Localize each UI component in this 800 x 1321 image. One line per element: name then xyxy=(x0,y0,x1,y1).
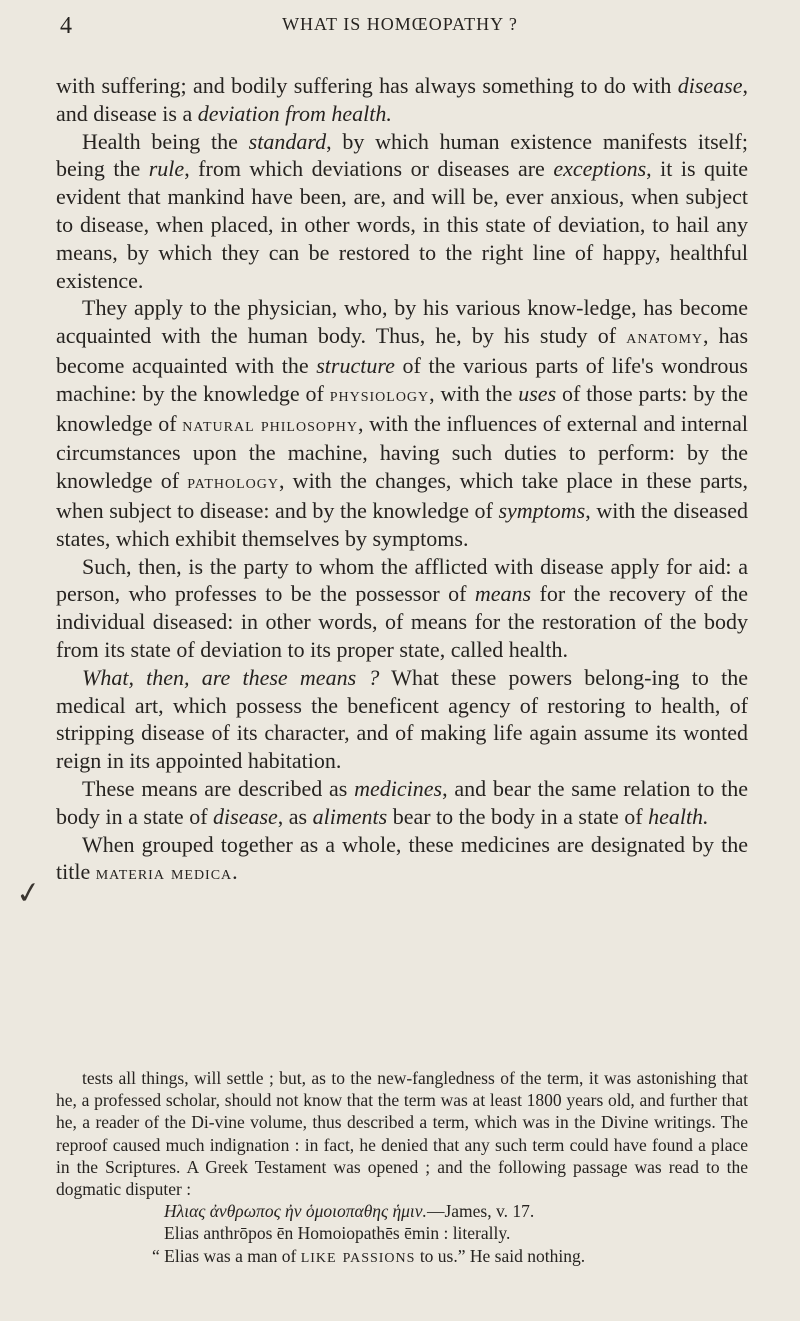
paragraph-7: When grouped together as a whole, these medicines are designated by the title materia medica. xyxy=(56,831,748,885)
main-text xyxy=(56,72,748,888)
paragraph-5: What, then, are these means ? What these powers belong-ing to the medical art, which possess the beneficent agency of restoring to health, of stripping disease of its character, and of making life again assume its wonted reign in its appointed habitation. xyxy=(56,664,748,774)
running-head: WHAT IS HOMŒOPATHY ? xyxy=(282,14,518,34)
footnote-quote: “ Elias was a man of like passions to us.” He said nothing. xyxy=(152,1244,586,1267)
paragraph-4: Such, then, is the party to whom the afflicted with disease apply for aid: a person, who professes to be the possessor of means for the recovery of the individual diseased: in other words, of means for the restoration of the body from its state of deviation to its proper state, called health. xyxy=(56,553,748,662)
paragraph-6: These means are described as medicines, and bear the same relation to the body in a state of disease, as aliments bear to the body in a state of health. xyxy=(56,775,748,829)
page-number: 4 xyxy=(60,13,72,39)
paragraph-2: Health being the standard, by which human existence manifests itself; being the rule, from which deviations or diseases are exceptions, it is quite evident that mankind have been, are, and will be, ever anxious, when subject to disease, when placed, in other words, in this state of deviation, to hail any means, by which they can be restored to the right line of happy, healthful existence. xyxy=(56,128,749,293)
footnote-text: tests all things, will settle ; but, as to the new-fangledness of the term, it was astonishing that he, a professed scholar, should not know that the term was at least 1800 years old, and further that he, a reader of the Di-vine volume, thus described a term, which was in the Divine writings. The reproof caused much indignation : in fact, he denied that any such term could have found a place in the Scriptures. A Greek Testament was opened ; and the following passage was read to the dogmatic disputer : xyxy=(56,1068,748,1200)
paragraph-3: They apply to the physician, who, by his various know-ledge, has become acquainted with the human body. Thus, he, by his study of anatomy, has become acquainted with the structure of the various parts of life's wondrous machine: by the knowledge of physiology, with the uses of those parts: by the knowledge of natural philosophy, with the influences of external and internal circumstances upon the machine, having such duties to perform: by the knowledge of pathology, with the changes, which take place in these parts, when subject to disease: and by the knowledge of symptoms, with the diseased states, which exhibit themselves by symptoms. xyxy=(56,295,749,551)
footnote-transliteration: Elias anthrōpos ēn Homoiopathēs ēmin : literally. xyxy=(164,1223,511,1244)
check-mark: ✓ xyxy=(13,875,44,912)
footnote-greek: Ηλιας ἀνθρωπος ἠν ὁμοιοπαθης ἡμιν.—James, v. 17. xyxy=(164,1201,535,1222)
footnote xyxy=(56,1067,748,1267)
paragraph-1: with suffering; and bodily suffering has always something to do with disease, and disease is a deviation from health. xyxy=(56,73,748,126)
